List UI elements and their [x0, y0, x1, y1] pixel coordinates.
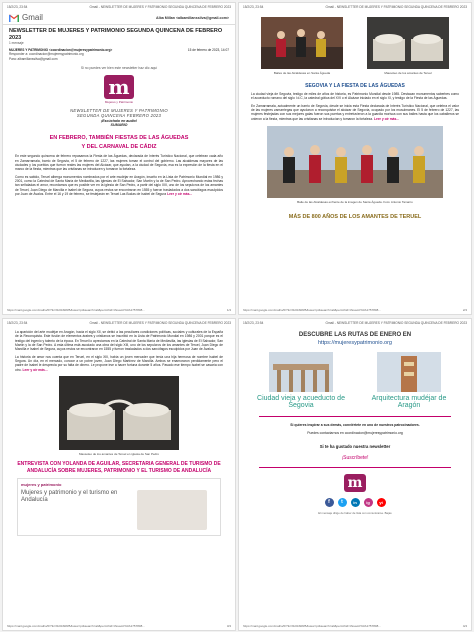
mausoleum-large-photo[interactable]: [59, 376, 179, 450]
routes-heading: DESCUBRE LAS RUTAS DE ENERO EN: [298, 332, 412, 338]
newsletter-title-line1: NEWSLETTER DE MUJERES Y PATRIMONIO: [70, 107, 168, 113]
image-caption: Bailes de las Alcaldesas en Santa Águeda: [273, 71, 331, 75]
gmail-bar: [3, 11, 235, 25]
page-4: [238, 318, 472, 631]
image-row: [239, 11, 471, 75]
route-title: Arquitectura mudéjar de Aragón: [371, 394, 447, 410]
print-footer: [7, 308, 231, 312]
mujeres-patrimonio-logo: m: [104, 75, 134, 99]
footer-logo: [239, 474, 471, 492]
print-title: Gmail - NEWSLETTER DE MUJERES Y PATRIMONIO SEGUNDA QUINCENA DE FEBRERO 2023: [325, 5, 467, 9]
print-header: [239, 319, 471, 327]
print-footer: [243, 624, 467, 628]
route-card-segovia[interactable]: [253, 352, 349, 410]
footer-page: 4/4: [462, 624, 467, 628]
print-date: 15/2/23, 23:54: [7, 321, 28, 325]
footer-url: https://mail.google.com/mail/u/0/?ik=f2cbb8d9f5&view=pt&search=all&permthid=thread-f%3A1757808...: [243, 308, 381, 312]
mausoleum-photo[interactable]: [367, 17, 449, 69]
zamarramala-paragraph: [239, 104, 471, 121]
segovia-aqueduct-photo: [269, 352, 333, 392]
print-footer: [7, 624, 231, 628]
alcaldesas-festival-photo[interactable]: [267, 126, 443, 198]
love-story-text: La historia de amor nos cuenta que en Teruel, en el siglo XIII, había un joven mercader que tenía una hija hermosa de nombre Isabel de Segura. Un día, en el mercado, conoce a un pobre joven, Juan Diego Martínez de Marcilla. Ambos se enamoraron perdidamente pero el padre de Isabel le desprecia por su falta de dinero. Le propone irse a hacer fortuna durante 5 años. Pasado ese tiempo Isabel se casaría con otro.: [15, 354, 223, 372]
interview-video-card[interactable]: [17, 478, 221, 536]
zamarramala-text: En Zamarramala, actualmente un barrio de Segovia, desde se inicia esta Fiesta declarada de Interés Turístico Nacional, que celebra el valor de las mujeres zamarriegas que ayudaron a reconquistar el alcázar de Segovia, ocupado por los musulmanes. El 5 de febrero de 1227, las mujeres festejadas con sus mejores galas fueron sus puertas y entretuvieron a la guardia morisca con sus bailes hasta que los caballeros se unieron a la fiesta, mientras que las cristianas se introducían y tomaron la fortaleza.: [251, 103, 459, 121]
page-3: [2, 318, 236, 631]
gmail-logo[interactable]: [9, 13, 43, 22]
image-card: [367, 17, 449, 75]
facebook-icon[interactable]: f: [325, 498, 334, 507]
liked-heading: Si te ha gustado nuestra newsletter: [319, 443, 391, 449]
print-header: [3, 3, 235, 11]
gmail-label: Gmail: [22, 13, 43, 22]
page-1: [2, 2, 236, 315]
social-icons: [239, 498, 471, 507]
routes-grid: [239, 346, 471, 410]
footer-url: https://mail.google.com/mail/u/0/?ik=f2cbb8d9f5&view=pt&search=all&permthid=thread-f%3A1757808...: [7, 624, 145, 628]
section-heading-line2: Y DEL CARNAVAL DE CÁDIZ: [81, 143, 157, 150]
print-title: Gmail - NEWSLETTER DE MUJERES Y PATRIMONIO SEGUNDA QUINCENA DE FEBRERO 2023: [89, 321, 231, 325]
logo-caption: Mujeres y Patrimonio: [104, 99, 134, 104]
routes-url[interactable]: https://mujeresypatrimonio.org: [318, 339, 392, 346]
footer-page: 2/4: [462, 308, 467, 312]
segovia-paragraph: La ciudad vieja de Segovia, testigo de miles de años de historia, es Patrimonio Mundial desde 1985. Destacan monumentos saberbes como el acueducto romano del siglo I d.C, la catedral gótica del XVI o el Alcázar iniciado en el siglo XI, y testigo de la Fiesta de las Águedas.: [251, 92, 459, 101]
twitter-icon[interactable]: t: [338, 498, 347, 507]
intro-paragraph: En este segundo quincena de febrero repasamos la Fiesta de las Águedas, declarada de Interés Turístico Nacional, que celebran cada año en Zamarramala, barrio de Segovia, el 5 de febrero de 1227, las mujeres toman el control del gobierno. Las alcaldesas mayores de las ciudades y los pueblos que fueron reales las mujeres del Alcázar, que ayudan, a la ciudad de Segovia, esa es la expresión de la fiesta en el marco de la fiesta, mientras que las cristianas se introducen y tomaron la fortaleza.: [15, 154, 223, 172]
sponsor-paragraph: Si quieres inspirar a sus demás, conviértete en uno de nuestros patrocinadores.: [290, 423, 420, 428]
print-title: Gmail - NEWSLETTER DE MUJERES Y PATRIMONIO SEGUNDA QUINCENA DE FEBRERO 2023: [89, 5, 231, 9]
teruel-paragraph: [3, 175, 235, 197]
linkedin-icon[interactable]: in: [351, 498, 360, 507]
email-subject: NEWSLETTER DE MUJERES Y PATRIMONIO SEGUNDA QUINCENA DE FEBRERO 2023: [9, 28, 223, 41]
footer-url: https://mail.google.com/mail/u/0/?ik=f2cbb8d9f5&view=pt&search=all&permthid=thread-f%3A1757808...: [243, 624, 381, 628]
audio-link[interactable]: ¡Escúchalo en audio!: [100, 118, 138, 123]
page-2: [238, 2, 472, 315]
teruel-text: Como es sabido, Teruel alberga monumentos nombrados por el arte mudéjar en Aragón, inscrito en la Lista de Patrimonio Mundial en 1986 y 2001, como la Catedral de Santa María de Mediavilla, las iglesias de El Salvador, San Martín y la de San Pedro. Aprovechando estas fechas tan señaladas el amor, recordamos que es posible ver en la iglesia de San Pedro, a partir del siglo XIII, uno de los sepulcros de los amantes de Teruel, Juan Diego de Marcilla e Isabel de Segura, cuyos restos se encontraron en 1555 y fueron trasladados a dos sarcófagos esculpidos por Juan de Ávalos. Entre el 16 y 19 de febrero, se festejarán en Teruel Las Bodas de Isabel de Segura: [15, 174, 223, 197]
newsletter-title: [3, 108, 235, 119]
section-heading-line1: EN FEBRERO, TAMBIÉN FIESTAS DE LAS ÁGUEDAS: [49, 134, 189, 141]
print-header: [239, 3, 471, 11]
message-count: 1 mensaje: [9, 41, 24, 46]
print-date: 15/2/23, 23:54: [243, 5, 264, 9]
newsletter-logo: [3, 75, 235, 104]
read-more-link[interactable]: Leer y oír más...: [22, 367, 48, 372]
love-story-paragraph: [3, 355, 235, 372]
video-thumbnail: [137, 490, 207, 530]
read-more-link[interactable]: Leer y oír más...: [167, 192, 193, 197]
footer-url: https://mail.google.com/mail/u/0/?ik=f2cbb8d9f5&view=pt&search=all&permthid=thread-f%3A1757808...: [7, 308, 145, 312]
email-date: 15 de febrero de 2023, 14:07: [187, 48, 229, 53]
print-header: [3, 319, 235, 327]
newsletter-title-line2: SEGUNDA QUINCENA FEBRERO 2023: [76, 113, 162, 119]
print-title: Gmail - NEWSLETTER DE MUJERES Y PATRIMONIO SEGUNDA QUINCENA DE FEBRERO 2023: [325, 321, 467, 325]
gmail-icon: [9, 14, 19, 22]
divider: [259, 416, 451, 417]
amantes-heading: MÁS DE 800 AÑOS DE LOS AMANTES DE TERUEL: [288, 214, 422, 221]
mudejar-paragraph: La aparición del arte mudéjar en Aragón, hacia el siglo XII, se debió a las peculiares condiciones políticas, sociales y culturales de la España de la Reconquista. Este fusión de elementos árabes y cristianos se inscribió en la Lista de Patrimonio Mundial en 1986 y 2001 porque es el testigo del ingenio y talento de la época. En Teruel lo apreciamos en la Catedral de Santa María de Mediavilla, las iglesias de El Salvador, San Martín y la de San Pedro. A esta última está asociado una obra del siglo XIII, uno de los sepulcros de los amantes de Teruel, Juan Diego de Marcilla e Isabel de Segura, cuyos restos se encontraron en 1555 y fueron trasladados a dos sarcófagos esculpidos por Juan de Ávalos.: [15, 330, 223, 352]
mudejar-tower-photo: [377, 352, 441, 392]
summary-heading: SUMARIO: [110, 122, 128, 127]
divider: [259, 467, 451, 468]
reply-to: Responder a: coordinacion@mujeresypatrimonio.org: [9, 52, 84, 57]
feature-photo-wrap: [239, 126, 471, 198]
mujeres-patrimonio-logo: m: [344, 474, 366, 492]
print-date: 15/2/23, 23:54: [7, 5, 28, 9]
print-date: 15/2/23, 23:54: [243, 321, 264, 325]
image-card: [261, 17, 343, 75]
contact-line[interactable]: Puedes contactarnos en coordinacion@mujeresypatrimonio.org: [307, 430, 403, 435]
account-user: Alba Millan <albamillanssilva@gmail.com>: [155, 15, 229, 20]
mausoleum-caption: Mausoleo de los amantes de Teruel en iglesia de San Pedro: [79, 452, 159, 457]
legal-text: El mensaje dirige de haber de lista con comunicarse. Bajas: [318, 510, 392, 515]
image-caption: Mausoleo de los amantes de Teruel: [384, 71, 432, 75]
recipient: Para: albamillanssilva@gmail.com: [9, 56, 58, 61]
segovia-heading: SEGOVIA Y LA FIESTA DE LAS ÁGUEDAS: [305, 83, 405, 89]
video-title: Mujeres y patrimonio y el turismo en Andalucía: [21, 490, 118, 504]
video-brand: mujeres y patrimonio: [21, 482, 62, 488]
route-title: Ciudad vieja y acueducto de Segovia: [257, 394, 345, 410]
footer-page: 1/4: [226, 308, 231, 312]
sender-name: MUJERES Y PATRIMONIO <coordinacion@mujeresypatrimonio.org>: [9, 48, 113, 53]
subscribe-link[interactable]: ¡Suscríbete!: [341, 454, 369, 461]
route-card-aragon[interactable]: [361, 352, 457, 410]
footer-page: 3/4: [226, 624, 231, 628]
mausoleum-photo-wrap: [3, 376, 235, 450]
instagram-icon[interactable]: ig: [364, 498, 373, 507]
alcaldesas-dance-photo[interactable]: [261, 17, 343, 69]
youtube-icon[interactable]: yt: [377, 498, 386, 507]
print-footer: [243, 308, 467, 312]
read-more-link[interactable]: Leer y oír más...: [373, 116, 400, 121]
view-in-browser-link[interactable]: Si no puedes ver bien este newsletter haz clic aquí: [80, 65, 158, 70]
feature-photo-caption: Baile de las Alcaldesas enfrente de la imagen de Santa Águeda. Foto: Antonio Tamarro: [297, 200, 413, 205]
section-heading: [3, 134, 235, 152]
interview-heading: ENTREVISTA CON YOLANDA DE AGUILAR, SECRETARIA GENERAL DE TURISMO DE ANDALUCÍA SOBRE MUJERES, PATRIMONIO Y EL TURISMO DE ANDALUCÍA: [17, 461, 221, 474]
